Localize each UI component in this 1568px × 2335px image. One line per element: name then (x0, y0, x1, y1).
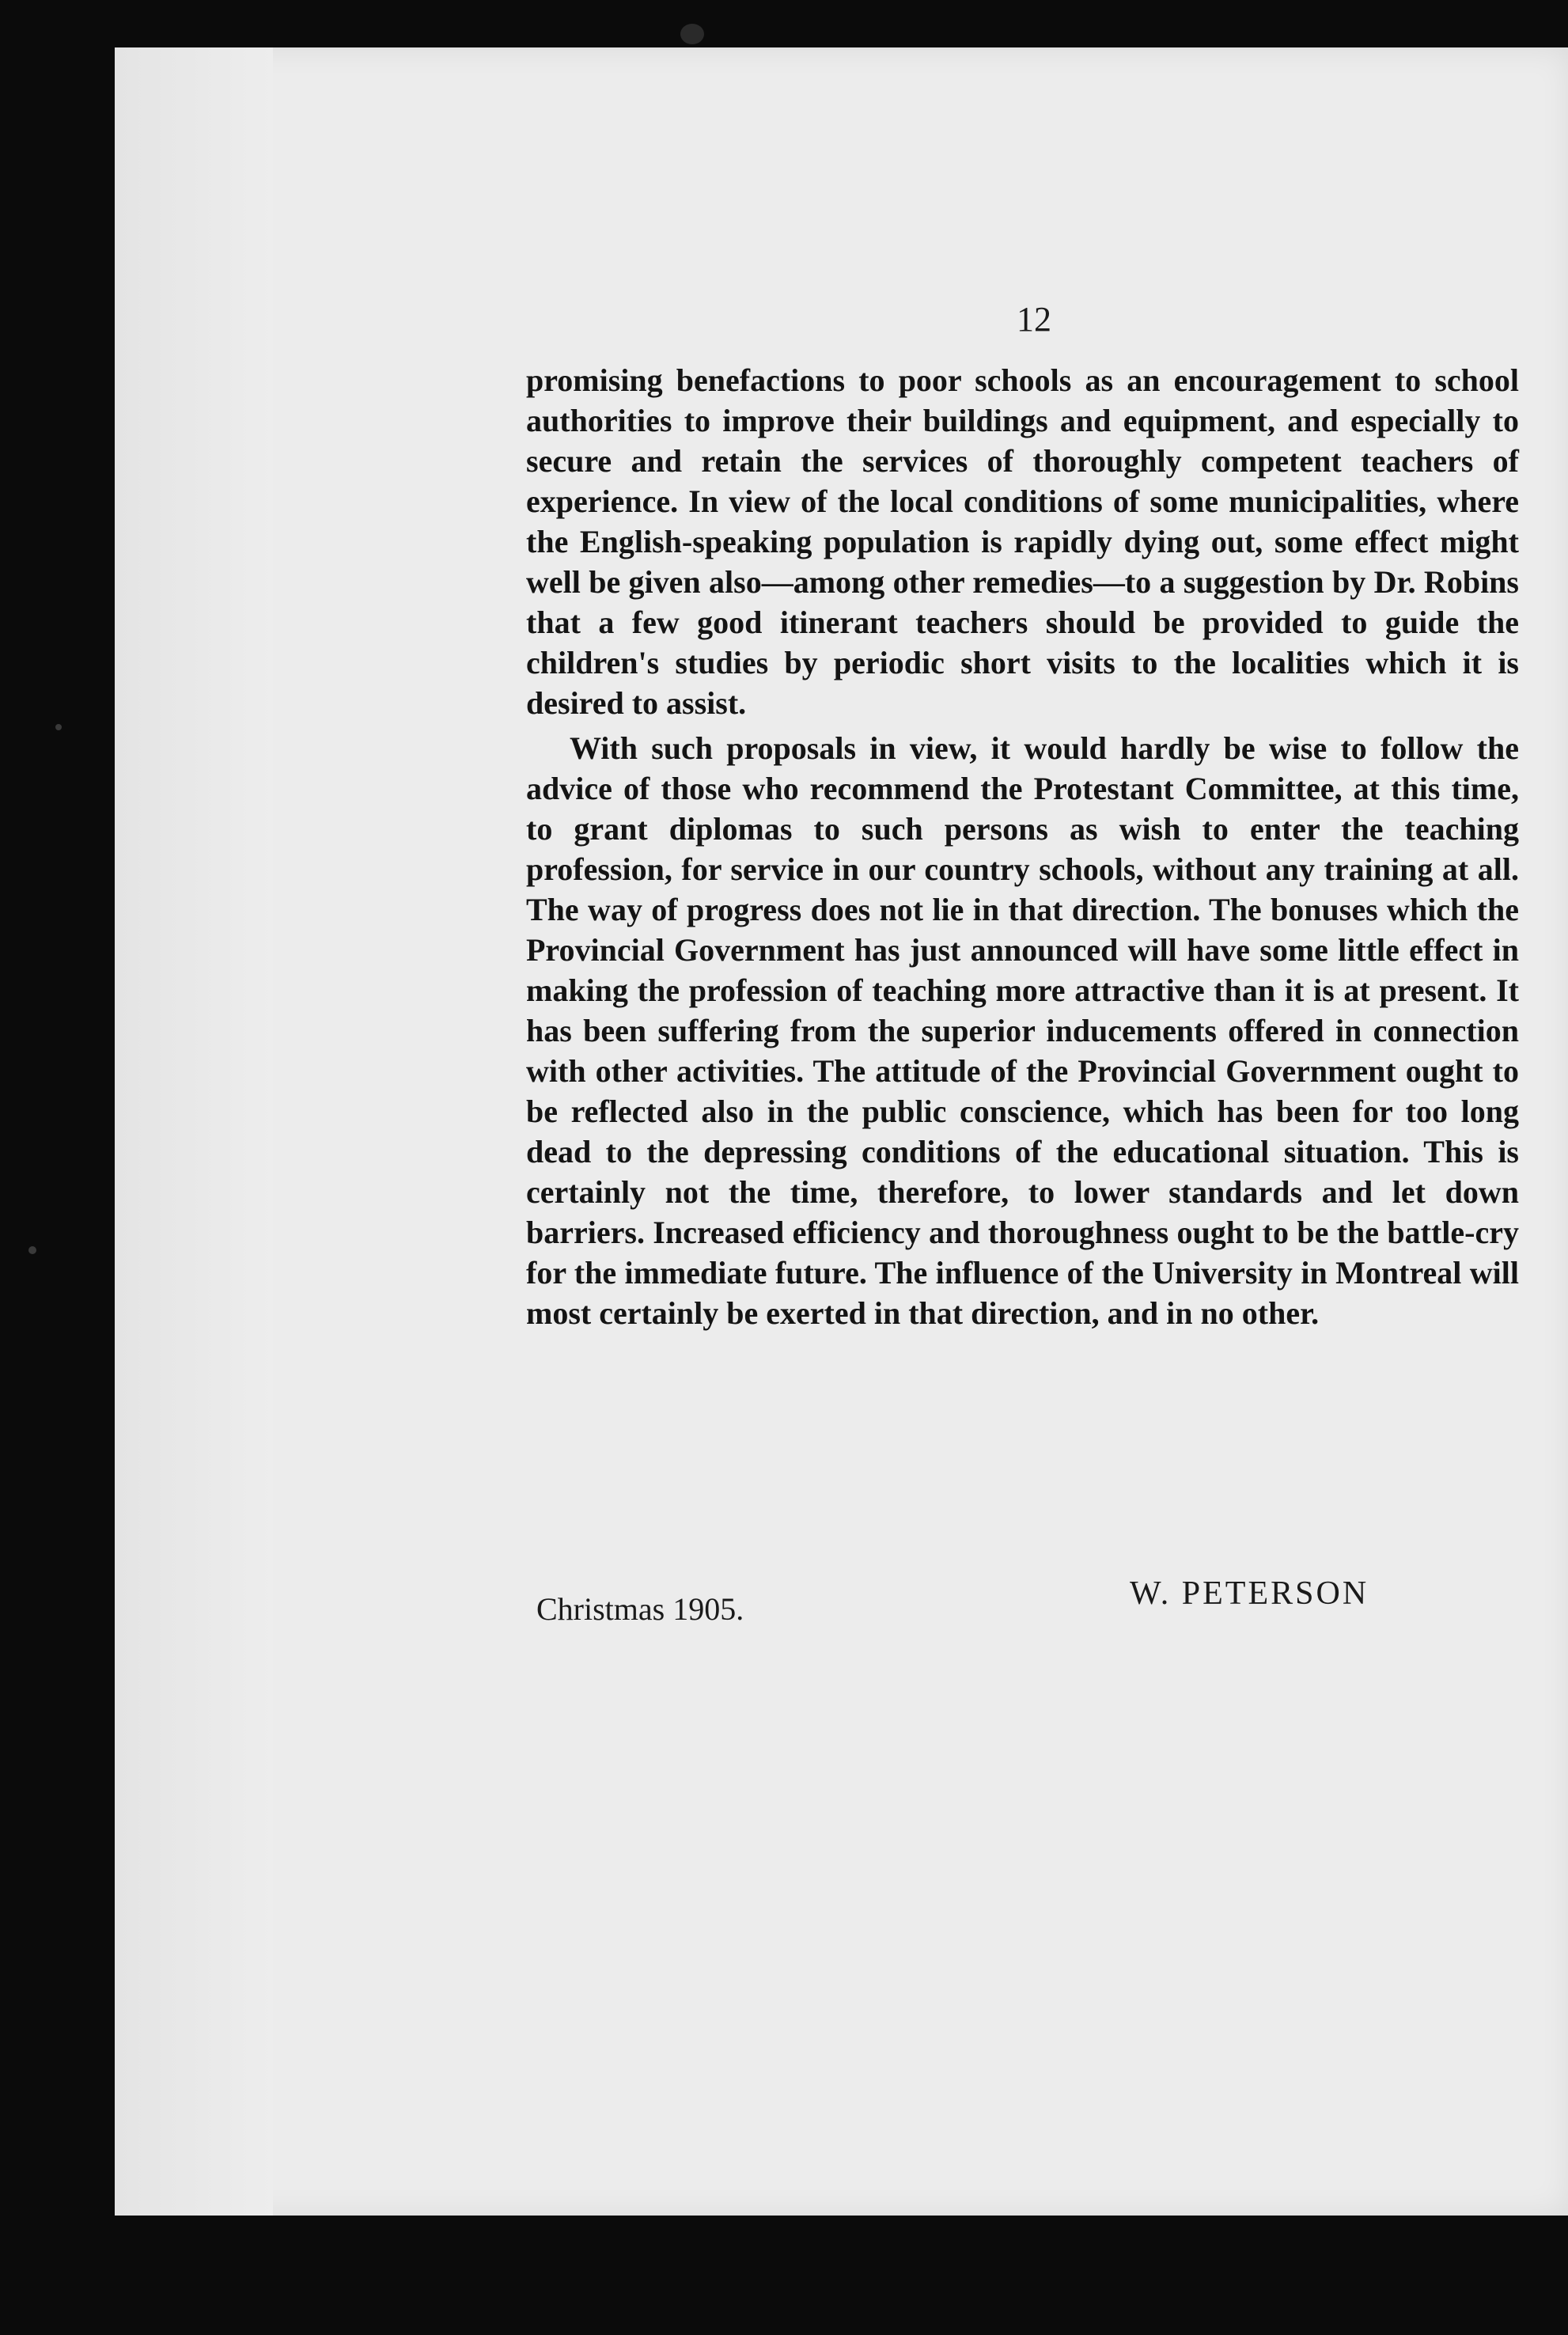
author-signature: W. PETERSON (1130, 1575, 1369, 1612)
scan-speck (55, 724, 62, 730)
page-fold-shadow (115, 47, 273, 2216)
body-text (526, 360, 1519, 1333)
paragraph-2: With such proposals in view, it would hardly be wise to follow the advice of those who recommend the Protestant Committee, at this time, to grant diplomas to such persons as wish to enter the teaching profession, for service in our country schools, without any training at all. The way of progress does not lie in that direction. The bonuses which the Provincial Government has just announced will have some little effect in making the profession of teaching more attractive than it is at present. It has been suffering from the superior inducements offered in connection with other activities. The attitude of the Provincial Government ought to be reflected also in the public conscience, which has been for too long dead to the depressing conditions of the educational situation. This is certainly not the time, therefore, to lower standards and let down barriers. Increased efficiency and thoroughness ought to be the battle-cry for the immediate future. The influence of the University in Montreal will most certainly be exerted in that direction, and in no other. (526, 730, 1519, 1331)
scan-speck (680, 24, 704, 44)
scan-speck (28, 1246, 36, 1254)
page-number: 12 (1017, 300, 1051, 339)
paragraph-1: promising benefactions to poor schools as an encouragement to school authorities to improve their buildings and equipment, and especially to secure and retain the services of thoroughly competent teachers of experience. In view of the local conditions of some municipalities, where the English-speaking population is rapidly dying out, some effect might well be given also—among other remedies—to a suggestion by Dr. Robins that a few good itinerant teachers should be provided to guide the children's studies by periodic short visits to the localities which it is desired to assist. (526, 362, 1519, 721)
date-line: Christmas 1905. (536, 1591, 744, 1627)
